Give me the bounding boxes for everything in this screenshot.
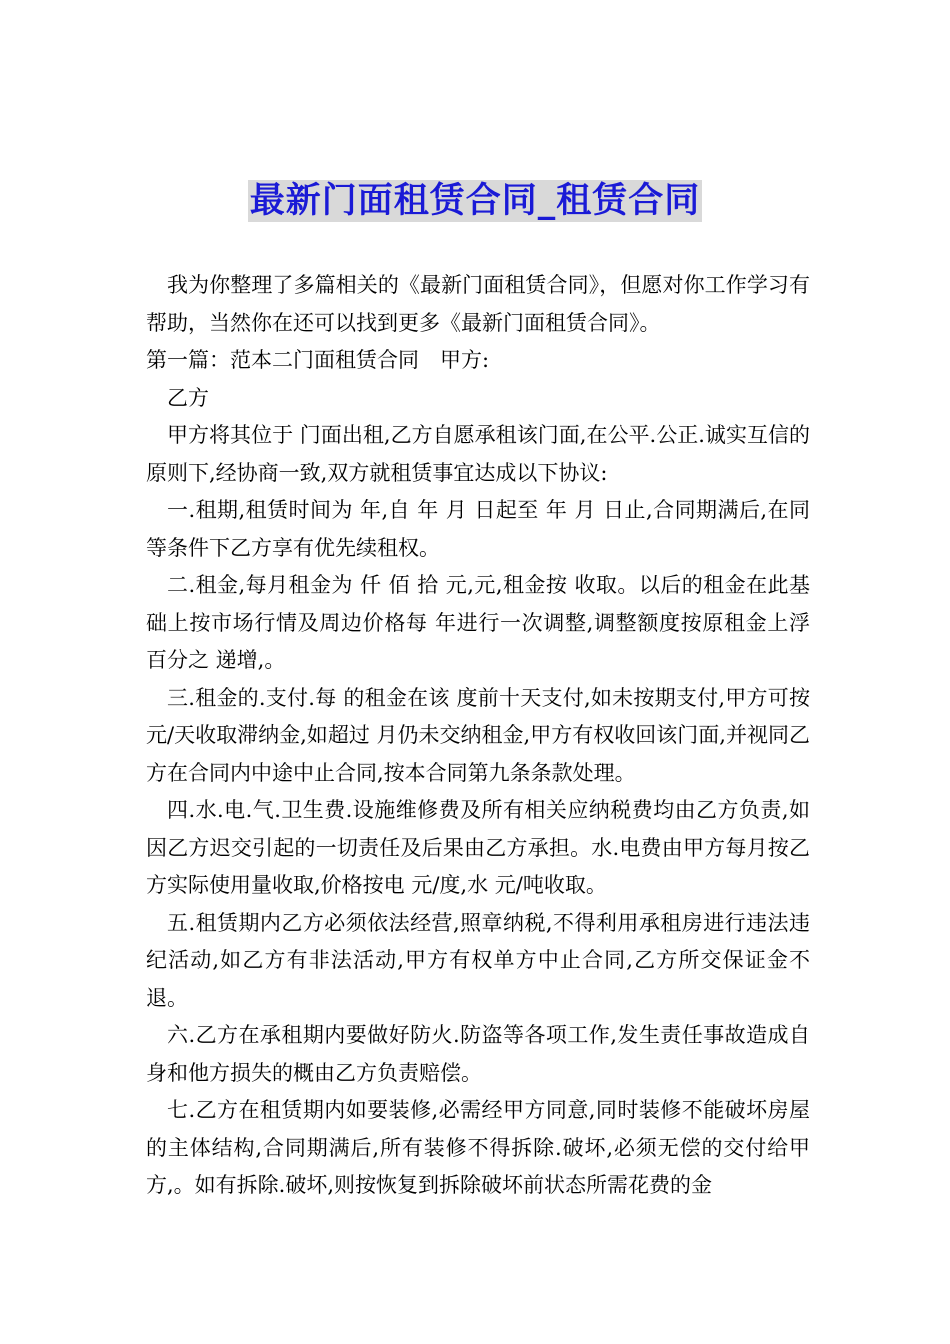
paragraph-clause-4: 四.水.电.气.卫生费.设施维修费及所有相关应纳税费均由乙方负责,如因乙方迟交引起的一切责任及后果由乙方承担。水.电费由甲方每月按乙方实际使用量收取,价格按电 元/度,水 元/吨收取。 [146,798,810,897]
paragraph-preamble: 甲方将其位于 门面出租,乙方自愿承租该门面,在公平.公正.诚实互信的原则下,经协商一致,双方就租赁事宜达成以下协议: [146,423,810,485]
paragraph-clause-7: 七.乙方在租赁期内如要装修,必需经甲方同意,同时装修不能破坏房屋的主体结构,合同期满后,所有装修不得拆除.破坏,必须无偿的交付给甲方,。如有拆除.破坏,则按恢复到拆除破坏前状态所需花费的金 [146,1098,810,1197]
paragraph-clause-1: 一.租期,租赁时间为 年,自 年 月 日起至 年 月 日止,合同期满后,在同等条件下乙方享有优先续租权。 [146,498,810,560]
title-container [0,180,950,222]
paragraph-clause-5: 五.租赁期内乙方必须依法经营,照章纳税,不得利用承租房进行违法违纪活动,如乙方有非法活动,甲方有权单方中止合同,乙方所交保证金不退。 [146,910,810,1010]
paragraph-clause-3: 三.租金的.支付.每 的租金在该 度前十天支付,如未按期支付,甲方可按 元/天收取滞纳金,如超过 月仍未交纳租金,甲方有权收回该门面,并视同乙方在合同内中途中止合同,按本合同第九条条款处理。 [146,685,810,785]
paragraph-party-b: 乙方 [167,385,209,410]
paragraph-section-heading: 第一篇：范本二门面租赁合同 甲方: [146,348,490,372]
paragraph-intro: 我为你整理了多篇相关的《最新门面租赁合同》，但愿对你工作学习有帮助，当然你在还可以找到更多《最新门面租赁合同》。 [146,273,810,335]
paragraph-clause-6: 六.乙方在承租期内要做好防火.防盗等各项工作,发生责任事故造成自身和他方损失的概由乙方负责赔偿。 [146,1023,810,1085]
document-title: 最新门面租赁合同_租赁合同 [249,181,701,221]
paragraph-clause-2: 二.租金,每月租金为 仟 佰 拾 元,元,租金按 收取。以后的租金在此基础上按市场行情及周边价格每 年进行一次调整,调整额度按原租金上浮百分之 递增,。 [146,573,810,672]
document-body [146,267,810,1205]
